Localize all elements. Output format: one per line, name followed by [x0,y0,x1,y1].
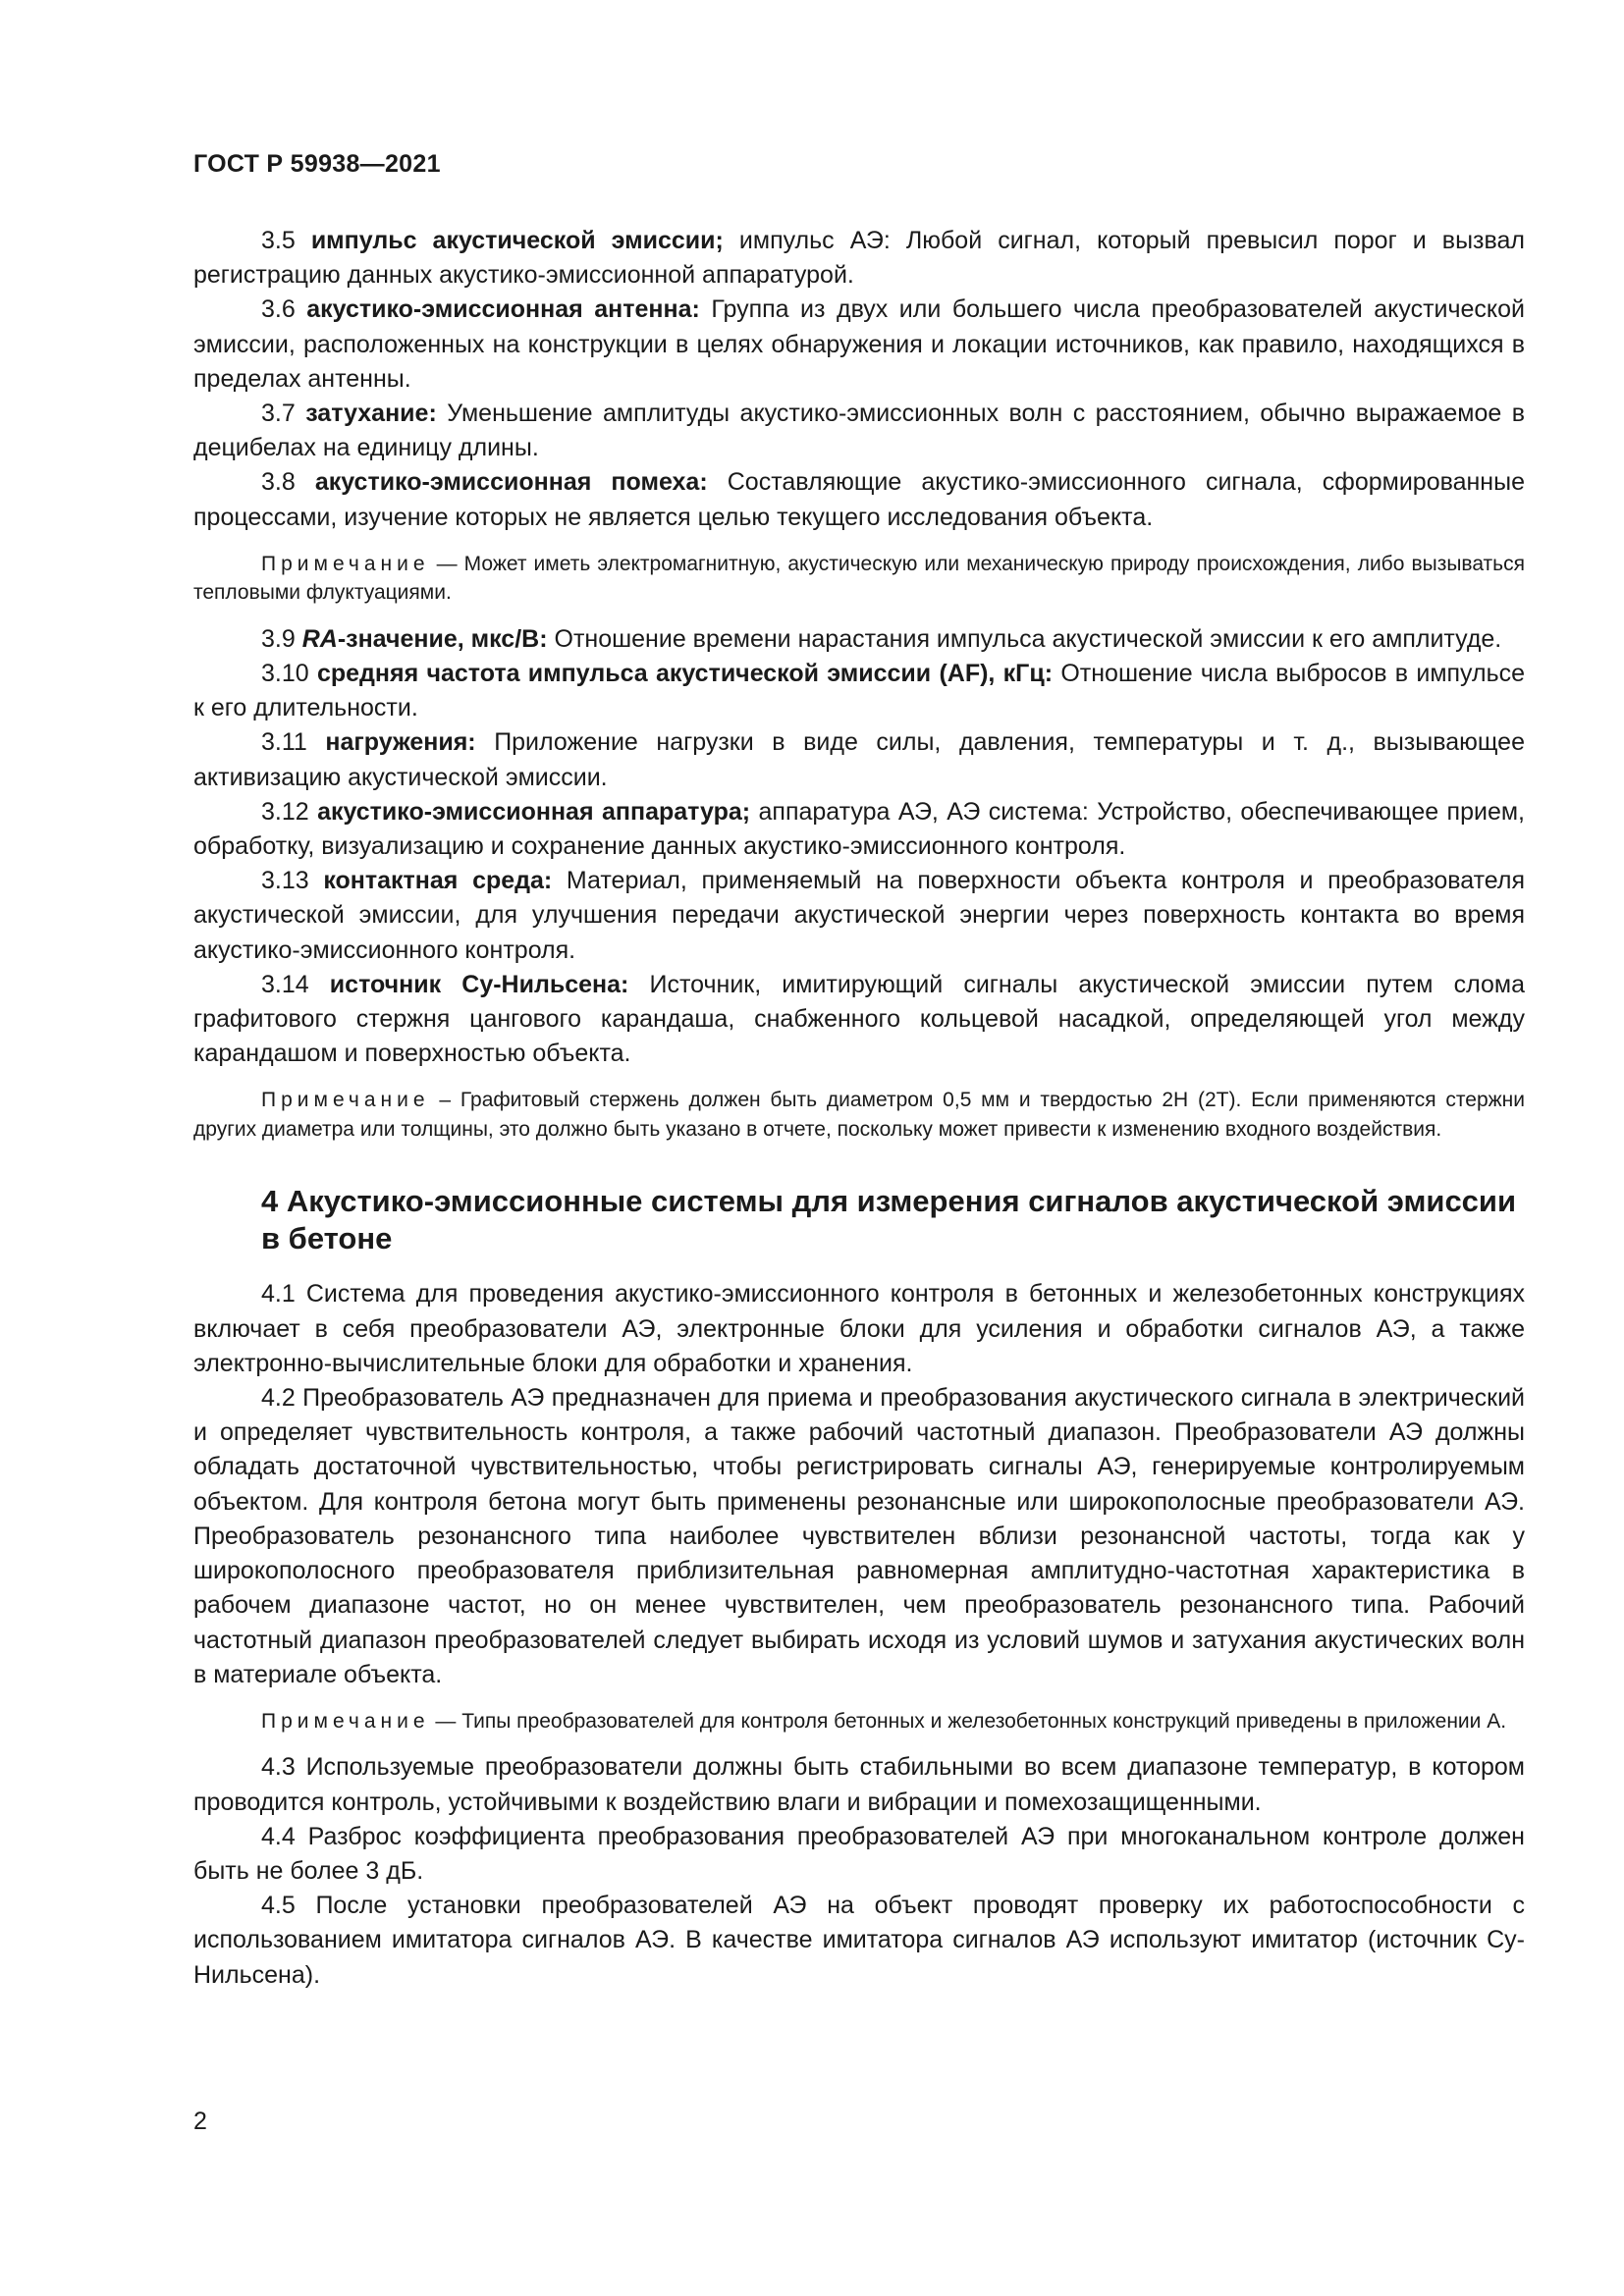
clause-4-1: 4.1 Система для проведения акустико-эмиссионного контроля в бетонных и железобетонных конструкциях включает в себя преобразователи АЭ, электронные блоки для усиления и обработки сигналов АЭ, а также электронно-вычислительные блоки для обработки и хранения. [193,1280,1525,1377]
note-label: Примечание [261,1089,430,1112]
note-label: Примечание [261,552,430,575]
clause-term: контактная среда: [323,867,553,895]
clause-number: 3.12 [261,797,318,826]
clause-3-13 [193,864,1525,968]
clause-number: 3.6 [261,295,307,324]
clause-3-5 [193,224,1525,293]
clause-4-5: 4.5 После установки преобразователей АЭ на объект проводят проверку их работоспособности с использованием имитатора сигналов АЭ. В качестве имитатора сигналов АЭ используют имитатор (источник Су-Нильсена). [193,1892,1525,1989]
clause-term: источник Су-Нильсена: [329,970,629,998]
section-4-heading: 4 Акустико-эмиссионные системы для измерения сигналов акустической эмиссии в бетоне [261,1184,1517,1256]
clause-term: импульс акустической эмиссии; [310,227,724,254]
clause-number: 3.13 [261,867,324,895]
note-text: — Может иметь электромагнитную, акустическую или механическую природу происхождения, либо вызываться тепловыми флуктуациями. [193,552,1525,605]
note-4-2 [193,1707,1525,1736]
clause-term: акустико-эмиссионная аппаратура; [317,797,751,826]
document-body [193,224,1525,1993]
clause-number: 3.9 [261,624,302,653]
clause-text: Уменьшение амплитуды акустико-эмиссионных волн с расстоянием, обычно выражаемое в децибелах на единицу длины. [193,400,1526,462]
clause-text: Источник, имитирующий сигналы акустической эмиссии путем слома графитового стержня цангового карандаша, снабженного кольцевой насадкой, определяющей угол между карандашом и поверхностью объекта. [193,970,1525,1068]
note-text: — Типы преобразователей для контроля бетонных и железобетонных конструкций приведены в приложении А. [429,1709,1507,1733]
clause-4-2: 4.2 Преобразователь АЭ предназначен для приема и преобразования акустического сигнала в электрический и определяет чувствительность контроля, а также рабочий частотный диапазон. Преобразователи АЭ должны обладать достаточной чувствительностью, чтобы регистрировать сигналы АЭ, генерируемые контролируемым объектом. Для контроля бетона могут быть применены резонансные или широкополосные преобразователи АЭ. Преобразователь резонансного типа наиболее чувствителен вблизи резонансной частоты, тогда как у широкополосного преобразователя приблизительная равномерная амплитудно-частотная характеристика в рабочем диапазоне частот, но он менее чувствителен, чем преобразователь резонансного типа. Рабочий частотный диапазон преобразователей следует выбирать исходя из условий шумов и затухания акустических волн в материале объекта. [193,1384,1525,1688]
clause-text: Приложение нагрузки в виде силы, давления, температуры и т. д., вызывающее активизацию акустической эмиссии. [193,728,1525,791]
clause-3-6 [193,293,1525,397]
clause-number: 3.14 [261,970,330,998]
clause-text: Отношение времени нарастания импульса акустической эмиссии к его амплитуде. [547,624,1502,653]
note-label: Примечание [261,1709,430,1733]
clause-4-4: 4.4 Разброс коэффициента преобразования преобразователей АЭ при многоканальном контроле должен быть не более 3 дБ. [193,1822,1525,1886]
clause-3-12 [193,795,1525,864]
clause-3-8 [193,465,1525,534]
note-3-8 [193,550,1525,608]
clause-3-7 [193,397,1525,465]
document-code-header: ГОСТ Р 59938—2021 [193,150,441,178]
clause-text: Материал, применяемый на поверхности объекта контроля и преобразователя акустической эмиссии, для улучшения передачи акустической энергии через поверхность контакта во время акустико-эмиссионного контроля. [193,867,1526,964]
clause-3-14 [193,968,1525,1072]
page-number: 2 [193,2108,207,2135]
clause-text: импульс АЭ: Любой сигнал, который превысил порог и вызвал регистрацию данных акустико-эмиссионной аппаратурой. [193,227,1525,290]
clause-number: 3.5 [261,227,311,254]
clause-term: нагружения: [325,728,476,757]
clause-text: Группа из двух или большего числа преобразователей акустической эмиссии, расположенных на конструкции в целях обнаружения и локации источников, как правило, находящихся в пределах антенны. [193,295,1526,393]
clause-number: 3.7 [261,400,306,428]
clause-3-10 [193,657,1525,725]
clause-term-italic: RA [301,624,338,653]
clause-text: аппаратура АЭ, АЭ система: Устройство, обеспечивающее прием, обработку, визуализацию и сохранение данных акустико-эмиссионного контроля. [193,797,1525,861]
clause-3-11 [193,725,1525,794]
clause-number: 3.11 [261,728,326,757]
note-text: – Графитовый стержень должен быть диаметром 0,5 мм и твердостью 2Н (2Т). Если применяются стержни других диаметра или толщины, это должно быть указано в отчете, поскольку может привести к изменению входного воздействия. [193,1089,1525,1141]
clause-number: 3.8 [261,468,315,497]
clause-4-3: 4.3 Используемые преобразователи должны быть стабильными во всем диапазоне температур, в котором проводится контроль, устойчивыми к воздействию влаги и вибрации и помехозащищенными. [193,1753,1525,1816]
clause-term: акустико-эмиссионная помеха: [314,468,708,497]
clause-term: затухание: [305,400,437,428]
clause-term: акустико-эмиссионная антенна: [306,295,700,324]
clause-term: -значение, мкс/В: [337,624,548,653]
note-3-14 [193,1086,1525,1144]
clause-term: средняя частота импульса акустической эмиссии (AF), кГц: [316,660,1054,688]
clause-text: Отношение числа выбросов в импульсе к его длительности. [193,660,1526,722]
clause-text: Составляющие акустико-эмиссионного сигнала, сформированные процессами, изучение которых не является целью текущего исследования объекта. [193,468,1525,531]
clause-3-9 [193,622,1525,657]
clause-number: 3.10 [261,660,317,688]
